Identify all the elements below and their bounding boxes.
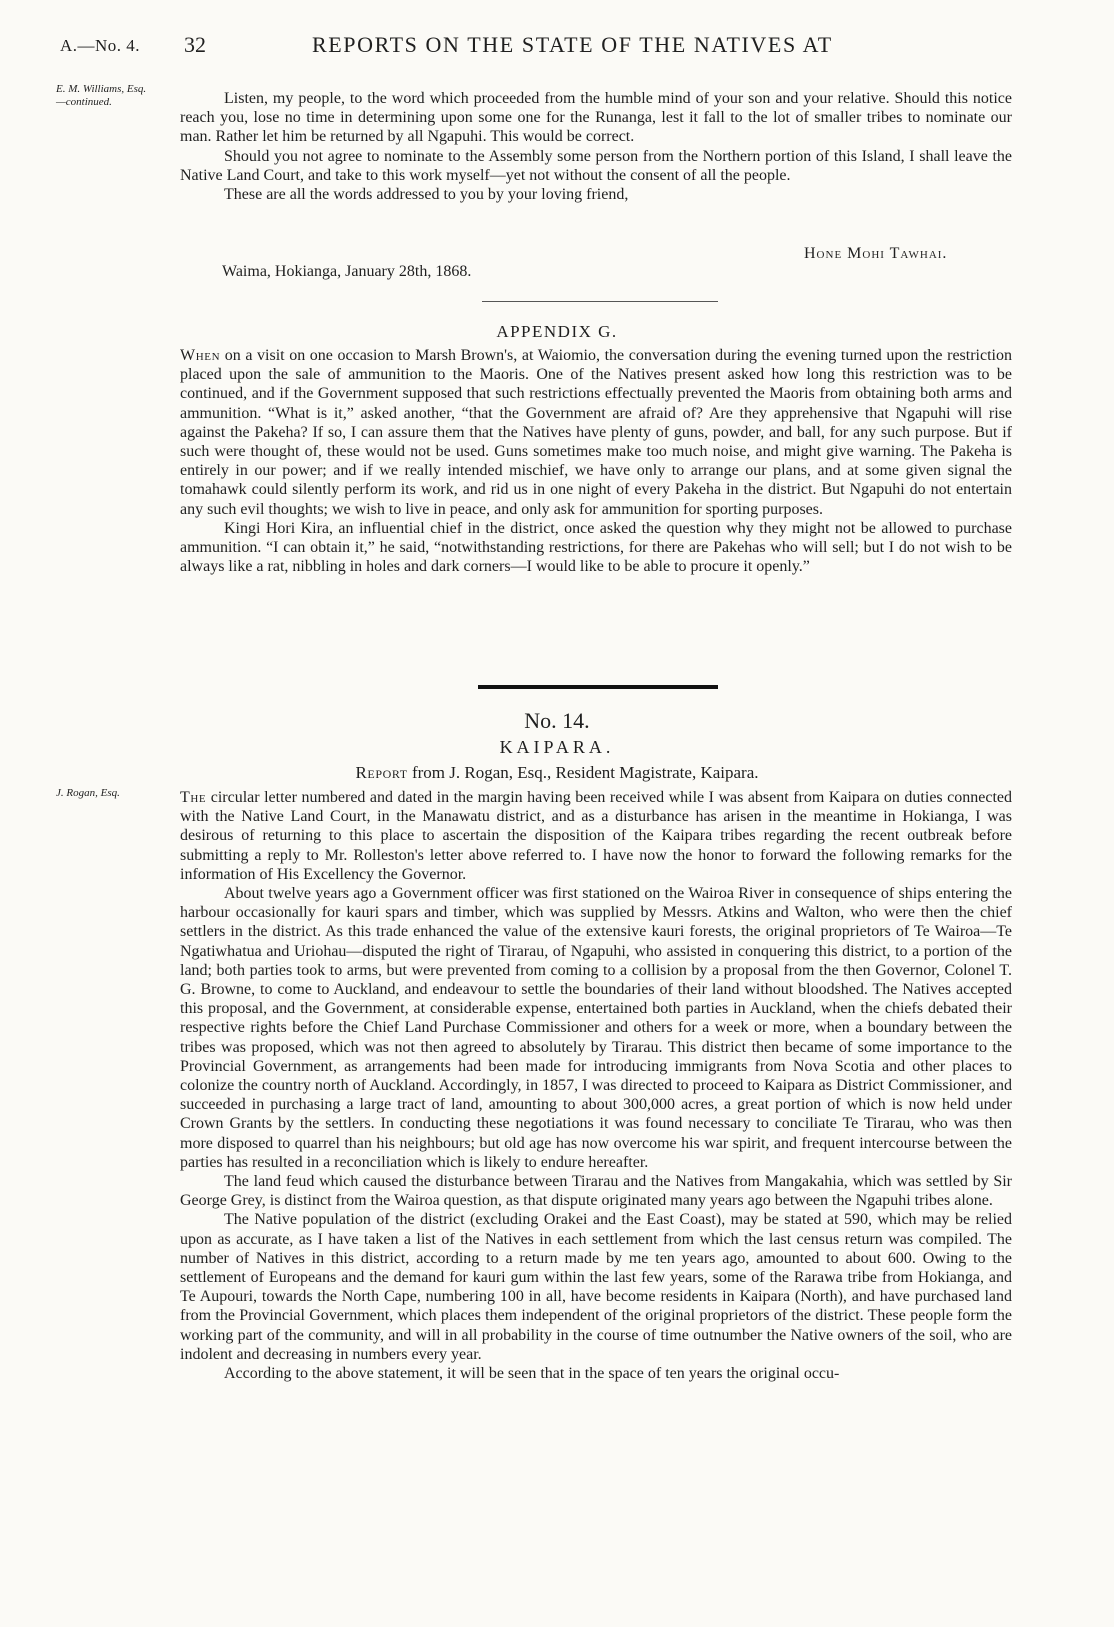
letter-body xyxy=(180,89,1012,204)
report-body xyxy=(180,788,1012,1383)
letter-paragraph-3: These are all the words addressed to you by your loving friend, xyxy=(224,186,629,204)
report-paragraph-3: The land feud which caused the disturbance between Tirarau and the Natives from Mangakahia, which was settled by Sir George Grey, is distinct from the Wairoa question, as that dispute originated many years ago between the Ngapuhi tribes alone. xyxy=(180,1173,1012,1210)
margin-note-continued: —continued. xyxy=(56,96,112,108)
appendix-paragraph-1 xyxy=(180,346,1012,519)
report-paragraph-4: The Native population of the district (excluding Orakei and the East Coast), may be stated at 590, which may be relied upon as accurate, as I have taken a list of the Natives in each settlement from which the last census return was compiled. The number of Natives in this district, according to a return made by me ten years ago, amounted to about 600. Owing to the settlement of Europeans and the demand for kauri gum within the last few years, some of the Rarawa tribe from Hokianga, and Te Aupouri, towards the North Cape, numbering 100 in all, have become residents in Kaipara (North), and have purchased land from the Provincial Government, which places them independent of the original proprietors of the district. These people form the working part of the community, and will in all probability in the course of time outnumber the Native owners of the soil, who are indolent and decreasing in numbers every year. xyxy=(180,1211,1012,1363)
appendix-body xyxy=(180,346,1012,576)
appendix-lead-word: When xyxy=(180,347,221,364)
report-paragraph-1 xyxy=(180,788,1012,884)
report-lead-word: The xyxy=(180,789,207,806)
paper-reference: A.—No. 4. xyxy=(60,36,141,55)
letter-paragraph-2: Should you not agree to nominate to the Assembly some person from the Northern portion of this Island, I shall leave the Native Land Court, and take to this work myself—yet not without the consent of all the people. xyxy=(180,147,1012,184)
appendix-paragraph-1-text: on a visit on one occasion to Marsh Brown's, at Waiomio, the conversation during the evening turned upon the restriction placed upon the sale of ammunition to the Maoris. One of the Natives present asked how long this restriction was to be continued, and if the Government supposed that such restrictions effectually prevented the Maoris from obtaining both arms and ammunition. “What is it,” asked another, “that the Government are afraid of? Are they apprehensive that Ngapuhi will rise against the Pakeha? If so, I can assure them that the Natives have plenty of guns, powder, and ball, for any such purpose. But if such were thought of, these would not be used. Guns sometimes make too much noise, and might give warning. The Pakeha is entirely in our power; and if we really intended mischief, we have only to arrange our plans, and at some given signal the tomahawk could silently perform its work, and rid us in one night of every Pakeha in the district. But Ngapuhi do not entertain any such evil thoughts; we wish to live in peace, and only ask for ammunition for sporting purposes. xyxy=(180,347,1012,518)
report-paragraph-5: According to the above statement, it will be seen that in the space of ten years the original occu- xyxy=(224,1365,840,1383)
report-heading-word: Report xyxy=(355,763,408,782)
report-place: KAIPARA. xyxy=(499,737,615,757)
report-paragraph-2: About twelve years ago a Government officer was first stationed on the Wairoa River in consequence of ships entering the harbour occasionally for kauri spars and timber, which was supplied by Messrs. Atkins and Walton, who were then the chief settlers in the district. As this trade enhanced the value of the extensive kauri forests, the original proprietors of Te Wairoa—Te Ngatiwhatua and Uriohau—disputed the right of Tirarau, of Ngapuhi, who assisted in conquering this district, to a portion of the land; both parties took to arms, but were prevented from coming to a collision by a proposal from the then Governor, Colonel T. G. Browne, to come to Auckland, and endeavour to settle the boundaries of their land without bloodshed. The Natives accepted this proposal, and the Government, at considerable expense, entertained both parties in Auckland, when the chiefs debated their respective rights before the Chief Land Purchase Commissioner and others for a week or more, when a boundary between the tribes was proposed, which was not then agreed to absolutely by Tirarau. This district then became of some importance to the Provincial Government, as arrangements had been made for introducing immigrants from Nova Scotia and other places to colonize the country north of Auckland. Accordingly, in 1857, I was directed to proceed to Kaipara as District Commissioner, and succeeded in purchasing a large tract of land, amounting to about 300,000 acres, a great portion of which is now held under Crown Grants by the settlers. In conducting these negotiations it was found necessary to conciliate Te Tirarau, who was then more disposed to quarrel than his neighbours; but old age has now overcome his war spirit, and frequent intercourse between the parties has resulted in a reconciliation which is likely to endure hereafter. xyxy=(180,885,1012,1171)
section-divider xyxy=(482,301,718,302)
running-title: REPORTS ON THE STATE OF THE NATIVES AT xyxy=(312,32,833,57)
report-divider xyxy=(478,685,718,689)
report-number: No. 14. xyxy=(524,708,590,733)
page-number: 32 xyxy=(184,32,206,57)
letter-place-date: Waima, Hokianga, January 28th, 1868. xyxy=(222,263,472,280)
appendix-paragraph-2: Kingi Hori Kira, an influential chief in the district, once asked the question why they might not be allowed to purchase ammunition. “I can obtain it,” he said, “notwithstanding restrictions, for there are Pakehas who will sell; but I do not wish to be always like a rat, nibbling in holes and dark corners—I would like to be able to procure it openly.” xyxy=(180,519,1012,576)
margin-note-williams xyxy=(56,83,176,109)
margin-note-williams-name: E. M. Williams, Esq. xyxy=(56,83,147,95)
report-paragraph-1-text: circular letter numbered and dated in the margin having been received while I was absent from Kaipara on duties connected with the Native Land Court, in the Manawatu district, and as a disturbance has arisen in the meantime in Hokianga, I was desirous of returning to this place to ascertain the disposition of the Kaipara tribes regarding the recent outbreak before submitting a reply to Mr. Rolleston's letter above referred to. I have now the honor to forward the following remarks for the information of His Excellency the Governor. xyxy=(180,789,1012,883)
letter-paragraph-1: Listen, my people, to the word which proceeded from the humble mind of your son and your relative. Should this notice reach you, lose no time in determining upon some one for the Runanga, lest it fall to the lot of smaller tribes to nominate our man. Rather let him be returned by all Ngapuhi. This would be correct. xyxy=(180,90,1012,146)
appendix-title: APPENDIX G. xyxy=(496,322,618,341)
report-heading xyxy=(0,763,1114,783)
report-heading-text: from J. Rogan, Esq., Resident Magistrate, Kaipara. xyxy=(407,763,759,782)
letter-signature: Hone Mohi Tawhai. xyxy=(804,245,948,262)
margin-note-rogan: J. Rogan, Esq. xyxy=(56,787,120,799)
